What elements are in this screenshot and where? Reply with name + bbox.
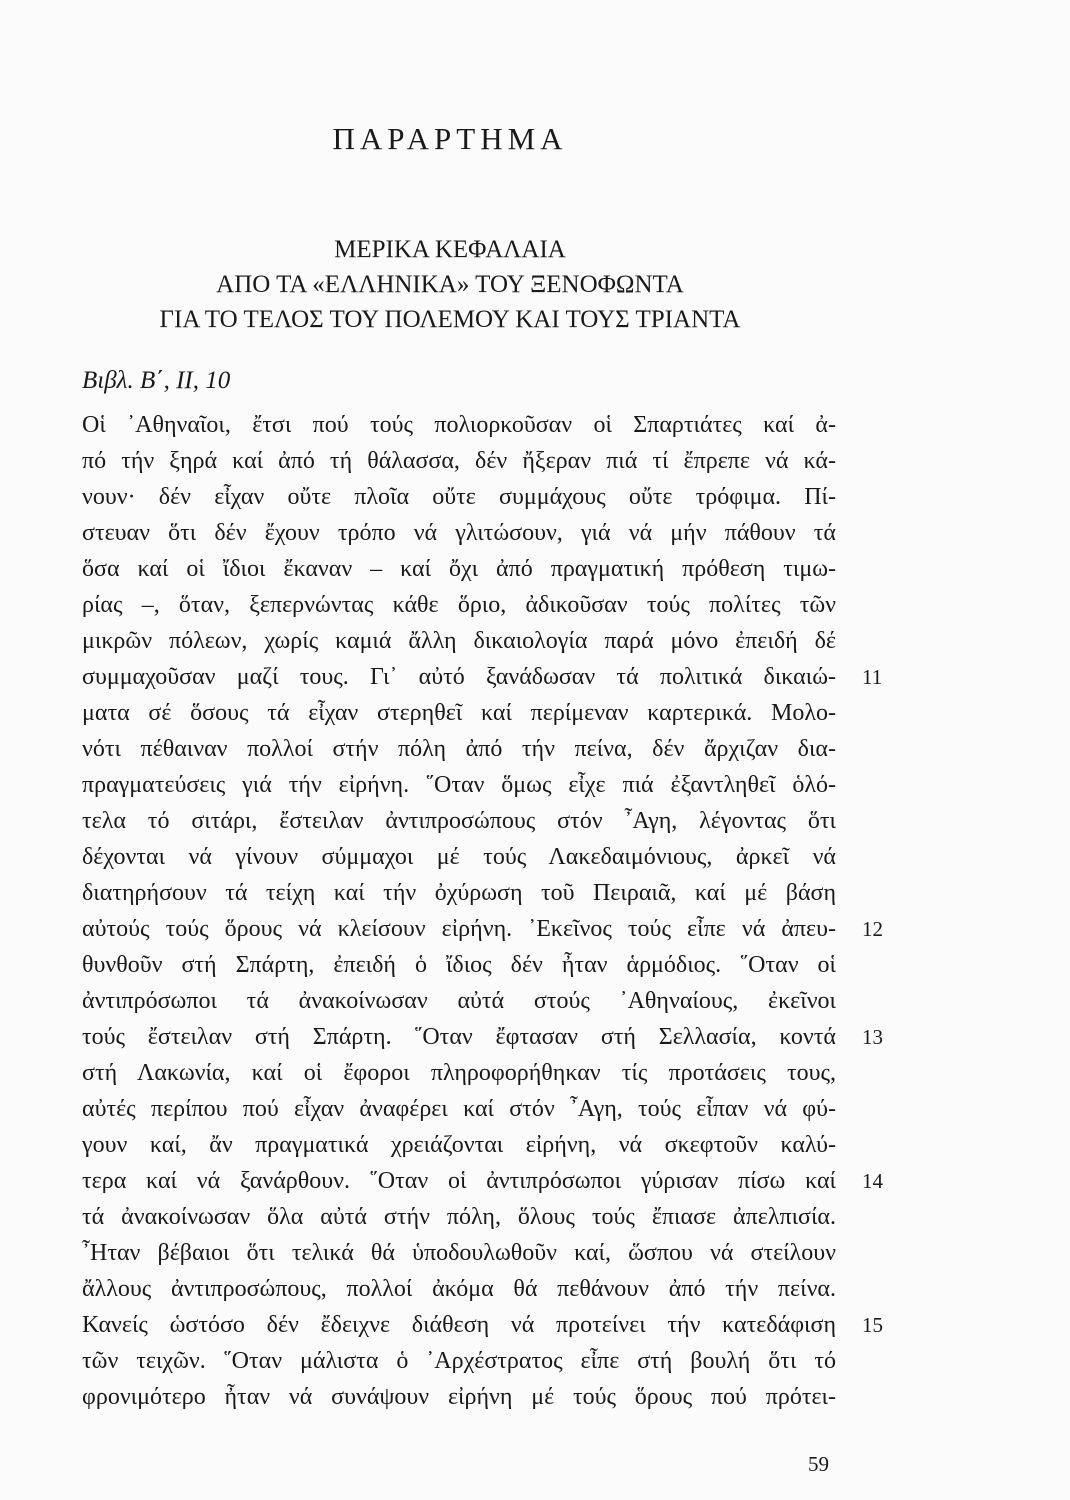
text-line: νουν· δέν εἶχαν οὔτε πλοῖα οὔτε συμμάχους οὔτε τρόφιμα. Πί- — [82, 484, 836, 510]
text-line: πραγματεύσεις γιά τήν εἰρήνη. ῞Οταν ὅμως εἶχε πιά ἐξαντληθεῖ ὁλό- — [82, 772, 836, 798]
section-heading-line-3: ΓΙΑ ΤΟ ΤΕΛΟΣ ΤΟΥ ΠΟΛΕΜΟΥ ΚΑΙ ΤΟΥΣ ΤΡΙΑΝΤΑ — [159, 306, 741, 333]
text-line: τῶν τειχῶν. ῞Οταν μάλιστα ὁ ᾿Αρχέστρατος εἶπε στή βουλή ὅτι τό — [82, 1348, 836, 1374]
margin-section-number: 15 — [862, 1313, 883, 1337]
text-line: διατηρήσουν τά τείχη καί τήν ὀχύρωση τοῦ Πειραιᾶ, καί μέ βάση — [82, 880, 836, 906]
appendix-title: ΠΑΡΑΡΤΗΜΑ — [332, 121, 568, 156]
text-line: τελα τό σιτάρι, ἔστειλαν ἀντιπροσώπους στόν ῏Αγη, λέγοντας ὅτι — [82, 808, 836, 834]
text-line: πό τήν ξηρά καί ἀπό τή θάλασσα, δέν ἤξεραν πιά τί ἔπρεπε νά κά- — [82, 448, 836, 474]
text-line: φρονιμότερο ἦταν νά συνάψουν εἰρήνη μέ τούς ὅρους πού πρότει- — [82, 1384, 836, 1410]
text-line: στευαν ὅτι δέν ἔχουν τρόπο νά γλιτώσουν, γιά νά μήν πάθουν τά — [82, 520, 836, 546]
margin-section-number: 14 — [862, 1169, 883, 1193]
text-line: δέχονται νά γίνουν σύμμαχοι μέ τούς Λακεδαιμόνιους, ἀρκεῖ νά — [82, 844, 836, 870]
page-number: 59 — [808, 1452, 829, 1476]
text-line: ἀντιπρόσωποι τά ἀνακοίνωσαν αὐτά στούς ᾿Αθηναίους, ἐκεῖνοι — [82, 988, 836, 1014]
text-line: ρίας –, ὅταν, ξεπερνώντας κάθε ὅριο, ἀδικοῦσαν τούς πολίτες τῶν — [82, 592, 836, 618]
text-line: θυνθοῦν στή Σπάρτη, ἐπειδή ὁ ἴδιος δέν ἦταν ἁρμόδιος. ῞Οταν οἱ — [82, 952, 836, 978]
text-line: μικρῶν πόλεων, χωρίς καμιά ἄλλη δικαιολογία παρά μόνο ἐπειδή δέ — [82, 628, 836, 654]
text-line: αὐτούς τούς ὅρους νά κλείσουν εἰρήνη. ᾿Εκεῖνος τούς εἶπε νά ἀπευ- — [82, 916, 836, 942]
text-line: ἄλλους ἀντιπροσώπους, πολλοί ἀκόμα θά πεθάνουν ἀπό τήν πείνα. — [82, 1276, 836, 1302]
text-line: ὅσα καί οἱ ἴδιοι ἔκαναν – καί ὄχι ἀπό πραγματική πρόθεση τιμω- — [82, 556, 836, 582]
text-line: τερα καί νά ξανάρθουν. ῞Οταν οἱ ἀντιπρόσωποι γύρισαν πίσω καί — [82, 1168, 836, 1194]
section-heading-line-1: ΜΕΡΙΚΑ ΚΕΦΑΛΑΙΑ — [334, 236, 566, 263]
text-line: ῏Ηταν βέβαιοι ὅτι τελικά θά ὑποδουλωθοῦν καί, ὥσπου νά στείλουν — [82, 1240, 836, 1266]
text-line: Κανείς ὡστόσο δέν ἔδειχνε διάθεση νά προτείνει τήν κατεδάφιση — [82, 1312, 836, 1338]
text-line: γουν καί, ἄν πραγματικά χρειάζονται εἰρήνη, νά σκεφτοῦν καλύ- — [82, 1132, 836, 1158]
section-heading-line-2: ΑΠΟ ΤΑ «ΕΛΛΗΝΙΚΑ» ΤΟΥ ΞΕΝΟΦΩΝΤΑ — [216, 271, 684, 298]
text-line: συμμαχοῦσαν μαζί τους. Γι᾿ αὐτό ξανάδωσαν τά πολιτικά δικαιώ- — [82, 664, 836, 690]
text-line: αὐτές περίπου πού εἶχαν ἀναφέρει καί στόν ῏Αγη, τούς εἶπαν νά φύ- — [82, 1096, 836, 1122]
book-reference: Βιβλ. Β΄, ΙΙ, 10 — [82, 367, 231, 394]
margin-section-number: 13 — [862, 1025, 883, 1049]
margin-section-number: 12 — [862, 917, 883, 941]
text-line: στή Λακωνία, καί οἱ ἔφοροι πληροφορήθηκαν τίς προτάσεις τους, — [82, 1060, 836, 1086]
text-line: ματα σέ ὅσους τά εἶχαν στερηθεῖ καί περίμεναν καρτερικά. Μολο- — [82, 700, 836, 726]
text-line: Οἱ ᾿Αθηναῖοι, ἔτσι πού τούς πολιορκοῦσαν οἱ Σπαρτιάτες καί ἀ- — [82, 412, 836, 438]
margin-section-number: 11 — [862, 665, 883, 689]
text-line: τά ἀνακοίνωσαν ὅλα αὐτά στήν πόλη, ὅλους τούς ἔπιασε ἀπελπισία. — [82, 1204, 836, 1230]
text-line: νότι πέθαιναν πολλοί στήν πόλη ἀπό τήν πείνα, δέν ἄρχιζαν δια- — [82, 736, 836, 762]
text-line: τούς ἔστειλαν στή Σπάρτη. ῞Οταν ἔφτασαν στή Σελλασία, κοντά — [82, 1024, 836, 1050]
